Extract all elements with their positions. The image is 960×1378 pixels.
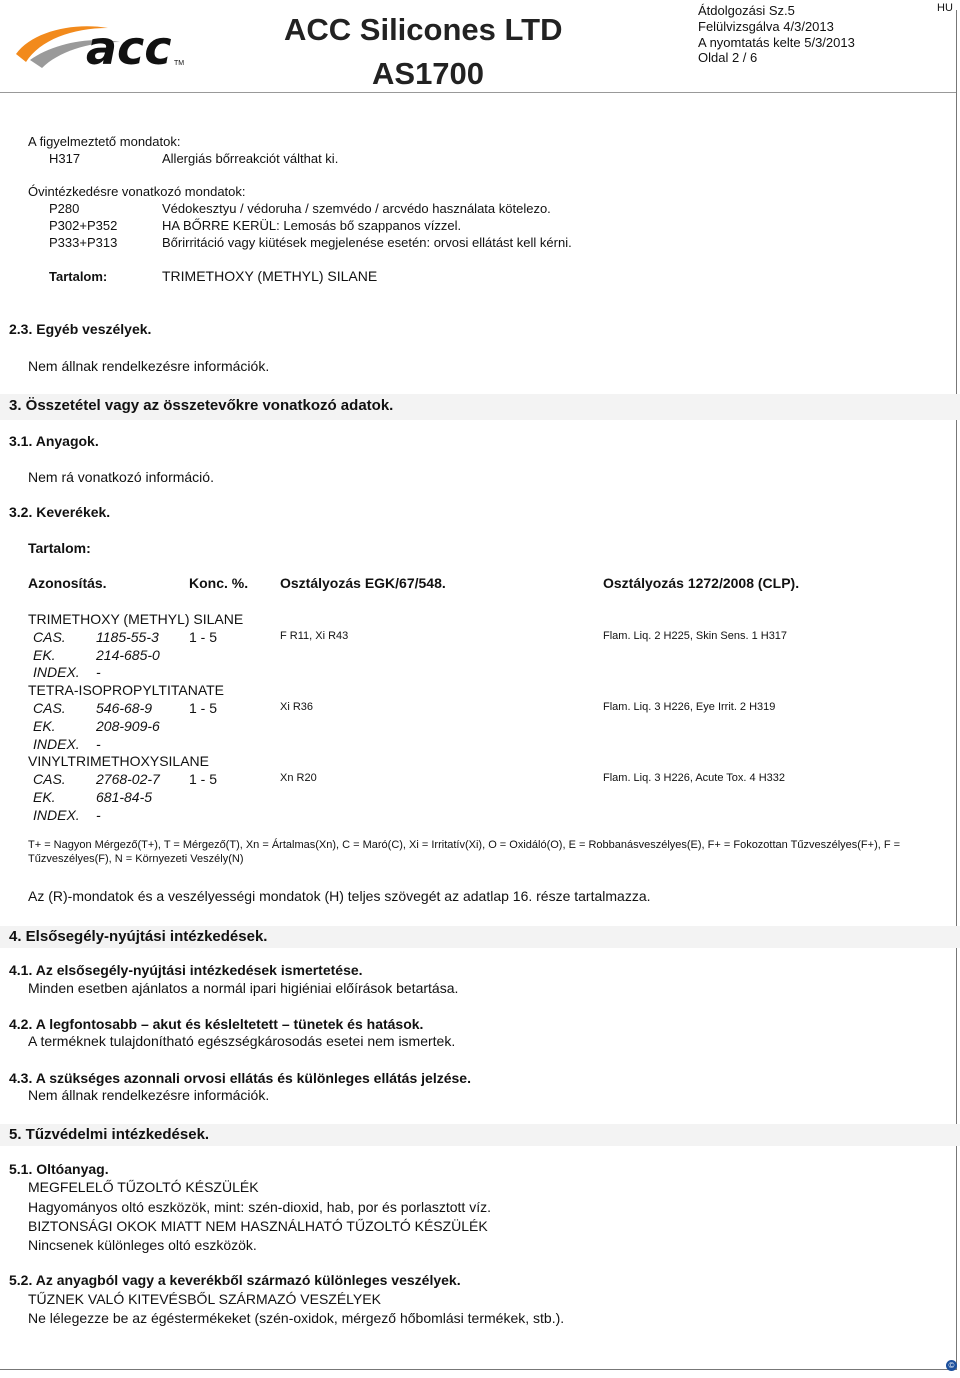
- substance-name: TETRA-ISOPROPYLTITANATE: [28, 682, 225, 698]
- cas-number: 546-68-9: [96, 700, 153, 716]
- egk-classification: Xi R36: [280, 701, 314, 713]
- index-number: -: [96, 664, 101, 680]
- section-4-1-text: Minden esetben ajánlatos a normál ipari higiéniai előírások betartása.: [28, 980, 459, 996]
- classification-legend: Tűzveszélyes(F), N = Környezeti Veszély(N): [28, 853, 244, 865]
- review-date: Felülvizsgálva 4/3/2013: [698, 19, 834, 34]
- column-header-egk: Osztályozás EGK/67/548.: [280, 575, 446, 591]
- clp-classification: Flam. Liq. 2 H225, Skin Sens. 1 H317: [603, 630, 788, 642]
- index-label: INDEX.: [33, 736, 80, 752]
- company-name: ACC Silicones LTD: [284, 12, 563, 47]
- section-5-1-line: BIZTONSÁGI OKOK MIATT NEM HASZNÁLHATÓ TŰZOLTÓ KÉSZÜLÉK: [28, 1218, 488, 1234]
- substance-name: VINYLTRIMETHOXYSILANE: [28, 753, 210, 769]
- page-frame-right: [956, 10, 957, 1370]
- print-date: A nyomtatás kelte 5/3/2013: [698, 35, 855, 50]
- ek-label: EK.: [33, 647, 56, 663]
- section-4-title: 4. Elsősegély-nyújtási intézkedések.: [9, 928, 268, 945]
- ek-number: 214-685-0: [96, 647, 160, 663]
- index-label: INDEX.: [33, 664, 80, 680]
- section-5-1-title: 5.1. Oltóanyag.: [9, 1161, 109, 1177]
- column-header-concentration: Konc. %.: [189, 575, 249, 591]
- precaution-code: P280: [49, 201, 80, 216]
- page-frame-top: [0, 92, 956, 93]
- concentration: 1 - 5: [189, 700, 218, 716]
- language-code: HU: [937, 2, 953, 14]
- precaution-text: Védokesztyu / védoruha / szemvédo / arcvédo használata kötelezo.: [162, 201, 551, 216]
- column-header-clp: Osztályozás 1272/2008 (CLP).: [603, 575, 800, 591]
- product-code: AS1700: [372, 56, 485, 91]
- ek-label: EK.: [33, 718, 56, 734]
- section-2-3-text: Nem állnak rendelkezésre információk.: [28, 358, 270, 374]
- index-label: INDEX.: [33, 807, 80, 823]
- cas-label: CAS.: [33, 629, 66, 645]
- warning-text: Allergiás bőrreakciót válthat ki.: [162, 151, 339, 166]
- clp-classification: Flam. Liq. 3 H226, Eye Irrit. 2 H319: [603, 701, 776, 713]
- precaution-text: Bőrirritáció vagy kiütések megjelenése esetén: orvosi ellátást kell kérni.: [162, 235, 572, 250]
- mixture-contents-label: Tartalom:: [28, 540, 91, 556]
- section-3-title: 3. Összetétel vagy az összetevőkre vonatkozó adatok.: [9, 397, 394, 414]
- cas-number: 1185-55-3: [96, 629, 159, 645]
- section-5-2-title: 5.2. Az anyagból vagy a keverékből származó különleges veszélyek.: [9, 1272, 461, 1288]
- cas-label: CAS.: [33, 771, 66, 787]
- precaution-code: P333+P313: [49, 235, 118, 250]
- ek-number: 681-84-5: [96, 789, 153, 805]
- section-5-2-line: TŰZNEK VALÓ KITEVÉSBŐL SZÁRMAZÓ VESZÉLYEK: [28, 1291, 381, 1307]
- section-5-1-line: MEGFELELŐ TŰZOLTÓ KÉSZÜLÉK: [28, 1179, 259, 1195]
- egk-classification: Xn R20: [280, 772, 317, 784]
- section-16-note: Az (R)-mondatok és a veszélyességi mondatok (H) teljes szövegét az adatlap 16. része tartalmazza.: [28, 888, 651, 904]
- contents-value: TRIMETHOXY (METHYL) SILANE: [162, 268, 378, 284]
- section-4-2-text: A terméknek tulajdonítható egészségkárosodás esetei nem ismertek.: [28, 1033, 456, 1049]
- page-frame-bottom: [0, 1369, 957, 1370]
- section-4-3-title: 4.3. A szükséges azonnali orvosi ellátás és különleges ellátás jelzése.: [9, 1070, 471, 1086]
- egk-classification: F R11, Xi R43: [280, 630, 349, 642]
- section-5-1-line: Hagyományos oltó eszközök, mint: szén-dioxid, hab, por és porlasztott víz.: [28, 1199, 491, 1215]
- section-3-1-title: 3.1. Anyagok.: [9, 433, 99, 449]
- section-5-2-line: Ne lélegezze be az égéstermékeket (szén-oxidok, mérgező hőbomlási termékek, stb.).: [28, 1310, 565, 1326]
- warning-code: H317: [49, 151, 81, 166]
- cas-number: 2768-02-7: [96, 771, 160, 787]
- copyright-icon: ©: [946, 1360, 957, 1371]
- section-3-1-text: Nem rá vonatkozó információ.: [28, 469, 214, 485]
- concentration: 1 - 5: [189, 771, 218, 787]
- warnings-heading: A figyelmeztető mondatok:: [28, 134, 181, 149]
- precautions-heading: Óvintézkedésre vonatkozó mondatok:: [28, 184, 246, 199]
- section-5-title: 5. Tűzvédelmi intézkedések.: [9, 1126, 210, 1143]
- ek-label: EK.: [33, 789, 56, 805]
- section-4-3-text: Nem állnak rendelkezésre információk.: [28, 1087, 270, 1103]
- concentration: 1 - 5: [189, 629, 218, 645]
- contents-label: Tartalom:: [49, 269, 108, 284]
- revision-number: Átdolgozási Sz.5: [698, 3, 795, 18]
- section-4-1-title: 4.1. Az elsősegély-nyújtási intézkedések ismertetése.: [9, 962, 363, 978]
- precaution-code: P302+P352: [49, 218, 118, 233]
- index-number: -: [96, 736, 101, 752]
- classification-legend: T+ = Nagyon Mérgező(T+), T = Mérgező(T), Xn = Ártalmas(Xn), C = Maró(C), Xi = Irritatív(Xi), O = Oxidáló(O), E = Robbanásveszélyes(E), F+ = Fokozottan Tűzveszélyes(F+), F =: [28, 839, 901, 851]
- svg-text:acc: acc: [86, 21, 172, 74]
- cas-label: CAS.: [33, 700, 66, 716]
- ek-number: 208-909-6: [96, 718, 160, 734]
- section-5-1-line: Nincsenek különleges oltó eszközök.: [28, 1237, 257, 1253]
- clp-classification: Flam. Liq. 3 H226, Acute Tox. 4 H332: [603, 772, 786, 784]
- precaution-text: HA BŐRRE KERÜL: Lemosás bő szappanos vízzel.: [162, 218, 462, 233]
- section-2-3-title: 2.3. Egyéb veszélyek.: [9, 321, 152, 337]
- logo-trademark: TM: [174, 60, 185, 67]
- index-number: -: [96, 807, 101, 823]
- section-4-2-title: 4.2. A legfontosabb – akut és késleltetett – tünetek és hatások.: [9, 1016, 424, 1032]
- company-logo: [12, 14, 187, 74]
- substance-name: TRIMETHOXY (METHYL) SILANE: [28, 611, 244, 627]
- page-number: Oldal 2 / 6: [698, 50, 758, 65]
- column-header-id: Azonosítás.: [28, 575, 107, 591]
- section-3-2-title: 3.2. Keverékek.: [9, 504, 111, 520]
